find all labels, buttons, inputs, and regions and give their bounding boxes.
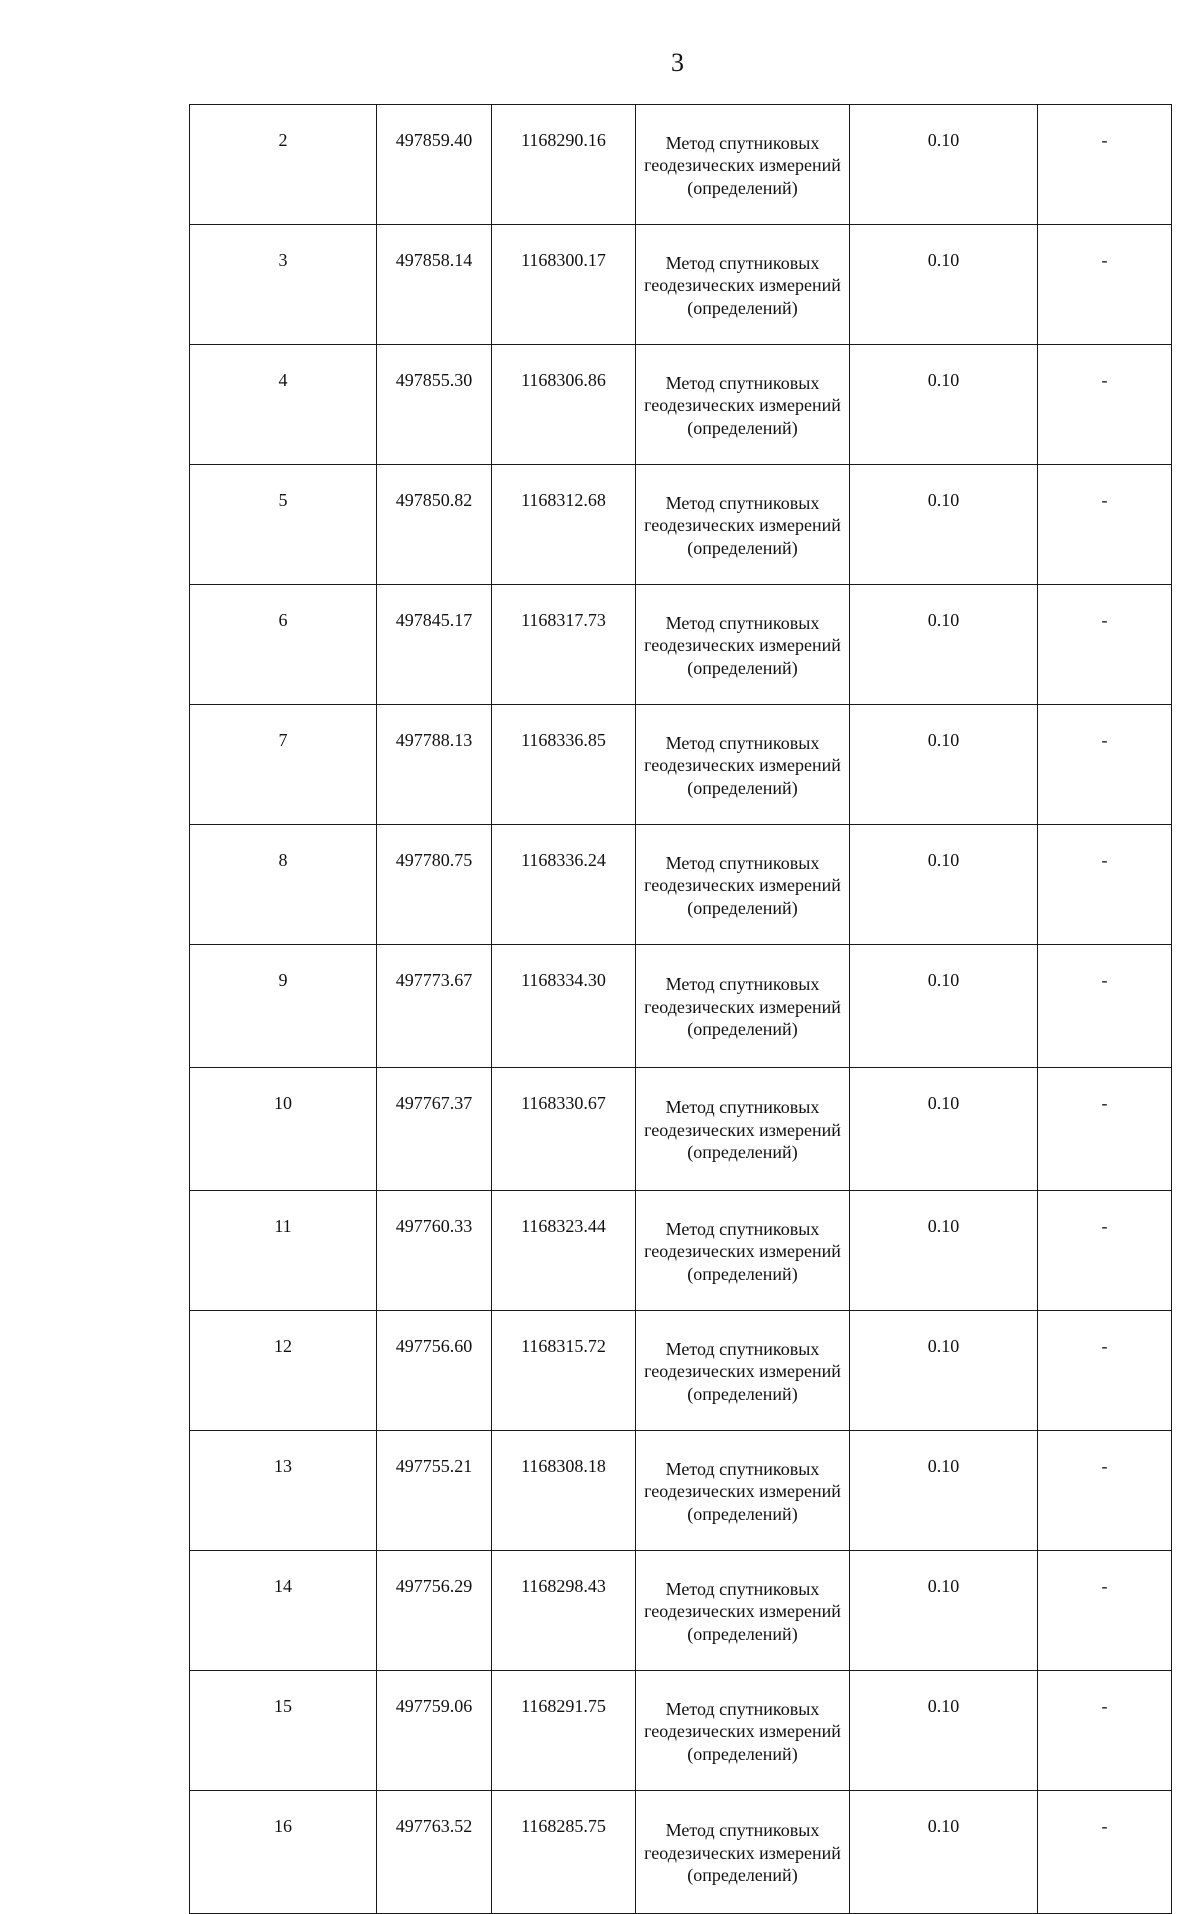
y-coordinate-cell: 1168334.30 bbox=[492, 945, 636, 1068]
table-row bbox=[190, 1551, 1172, 1671]
method-cell: Метод спутниковых геодезических измерений (определений) bbox=[636, 1431, 850, 1551]
accuracy-cell: 0.10 bbox=[850, 1068, 1038, 1191]
x-coordinate-cell: 497780.75 bbox=[377, 825, 492, 945]
description-cell: - bbox=[1038, 1068, 1172, 1191]
y-coordinate-cell: 1168315.72 bbox=[492, 1311, 636, 1431]
x-coordinate-cell: 497788.13 bbox=[377, 705, 492, 825]
accuracy-cell: 0.10 bbox=[850, 1791, 1038, 1914]
point-number-cell: 3 bbox=[190, 225, 377, 345]
x-coordinate-cell: 497756.60 bbox=[377, 1311, 492, 1431]
accuracy-cell: 0.10 bbox=[850, 1671, 1038, 1791]
y-coordinate-cell: 1168290.16 bbox=[492, 105, 636, 225]
accuracy-cell: 0.10 bbox=[850, 1191, 1038, 1311]
description-cell: - bbox=[1038, 1791, 1172, 1914]
point-number-cell: 9 bbox=[190, 945, 377, 1068]
point-number-cell: 4 bbox=[190, 345, 377, 465]
y-coordinate-cell: 1168300.17 bbox=[492, 225, 636, 345]
accuracy-cell: 0.10 bbox=[850, 105, 1038, 225]
description-cell: - bbox=[1038, 585, 1172, 705]
y-coordinate-cell: 1168330.67 bbox=[492, 1068, 636, 1191]
x-coordinate-cell: 497859.40 bbox=[377, 105, 492, 225]
table-row bbox=[190, 825, 1172, 945]
y-coordinate-cell: 1168323.44 bbox=[492, 1191, 636, 1311]
y-coordinate-cell: 1168291.75 bbox=[492, 1671, 636, 1791]
description-cell: - bbox=[1038, 705, 1172, 825]
point-number-cell: 6 bbox=[190, 585, 377, 705]
point-number-cell: 7 bbox=[190, 705, 377, 825]
x-coordinate-cell: 497767.37 bbox=[377, 1068, 492, 1191]
description-cell: - bbox=[1038, 225, 1172, 345]
accuracy-cell: 0.10 bbox=[850, 1431, 1038, 1551]
accuracy-cell: 0.10 bbox=[850, 1551, 1038, 1671]
table-row bbox=[190, 345, 1172, 465]
method-cell: Метод спутниковых геодезических измерений (определений) bbox=[636, 345, 850, 465]
accuracy-cell: 0.10 bbox=[850, 465, 1038, 585]
y-coordinate-cell: 1168308.18 bbox=[492, 1431, 636, 1551]
method-cell: Метод спутниковых геодезических измерений (определений) bbox=[636, 225, 850, 345]
y-coordinate-cell: 1168285.75 bbox=[492, 1791, 636, 1914]
accuracy-cell: 0.10 bbox=[850, 225, 1038, 345]
x-coordinate-cell: 497858.14 bbox=[377, 225, 492, 345]
accuracy-cell: 0.10 bbox=[850, 825, 1038, 945]
description-cell: - bbox=[1038, 105, 1172, 225]
method-cell: Метод спутниковых геодезических измерений (определений) bbox=[636, 1551, 850, 1671]
description-cell: - bbox=[1038, 1671, 1172, 1791]
coordinates-table-body bbox=[190, 105, 1172, 1914]
x-coordinate-cell: 497755.21 bbox=[377, 1431, 492, 1551]
method-cell: Метод спутниковых геодезических измерений (определений) bbox=[636, 105, 850, 225]
table-row bbox=[190, 225, 1172, 345]
point-number-cell: 14 bbox=[190, 1551, 377, 1671]
point-number-cell: 12 bbox=[190, 1311, 377, 1431]
table-row bbox=[190, 465, 1172, 585]
method-cell: Метод спутниковых геодезических измерений (определений) bbox=[636, 1311, 850, 1431]
x-coordinate-cell: 497760.33 bbox=[377, 1191, 492, 1311]
table-row bbox=[190, 105, 1172, 225]
description-cell: - bbox=[1038, 1191, 1172, 1311]
description-cell: - bbox=[1038, 345, 1172, 465]
method-cell: Метод спутниковых геодезических измерений (определений) bbox=[636, 825, 850, 945]
y-coordinate-cell: 1168306.86 bbox=[492, 345, 636, 465]
method-cell: Метод спутниковых геодезических измерений (определений) bbox=[636, 465, 850, 585]
method-cell: Метод спутниковых геодезических измерений (определений) bbox=[636, 1791, 850, 1914]
x-coordinate-cell: 497850.82 bbox=[377, 465, 492, 585]
point-number-cell: 5 bbox=[190, 465, 377, 585]
table-row bbox=[190, 1311, 1172, 1431]
x-coordinate-cell: 497773.67 bbox=[377, 945, 492, 1068]
table-row bbox=[190, 705, 1172, 825]
method-cell: Метод спутниковых геодезических измерений (определений) bbox=[636, 945, 850, 1068]
description-cell: - bbox=[1038, 1551, 1172, 1671]
description-cell: - bbox=[1038, 825, 1172, 945]
coordinates-table bbox=[189, 104, 1172, 1914]
x-coordinate-cell: 497845.17 bbox=[377, 585, 492, 705]
point-number-cell: 15 bbox=[190, 1671, 377, 1791]
y-coordinate-cell: 1168317.73 bbox=[492, 585, 636, 705]
method-cell: Метод спутниковых геодезических измерений (определений) bbox=[636, 1671, 850, 1791]
accuracy-cell: 0.10 bbox=[850, 705, 1038, 825]
description-cell: - bbox=[1038, 465, 1172, 585]
table-row bbox=[190, 1068, 1172, 1191]
point-number-cell: 16 bbox=[190, 1791, 377, 1914]
point-number-cell: 8 bbox=[190, 825, 377, 945]
accuracy-cell: 0.10 bbox=[850, 585, 1038, 705]
y-coordinate-cell: 1168312.68 bbox=[492, 465, 636, 585]
table-row bbox=[190, 585, 1172, 705]
accuracy-cell: 0.10 bbox=[850, 945, 1038, 1068]
page-number: 3 bbox=[671, 48, 684, 77]
table-row bbox=[190, 1671, 1172, 1791]
accuracy-cell: 0.10 bbox=[850, 345, 1038, 465]
method-cell: Метод спутниковых геодезических измерений (определений) bbox=[636, 1068, 850, 1191]
x-coordinate-cell: 497759.06 bbox=[377, 1671, 492, 1791]
y-coordinate-cell: 1168336.85 bbox=[492, 705, 636, 825]
method-cell: Метод спутниковых геодезических измерений (определений) bbox=[636, 585, 850, 705]
point-number-cell: 11 bbox=[190, 1191, 377, 1311]
description-cell: - bbox=[1038, 945, 1172, 1068]
x-coordinate-cell: 497855.30 bbox=[377, 345, 492, 465]
table-row bbox=[190, 945, 1172, 1068]
x-coordinate-cell: 497763.52 bbox=[377, 1791, 492, 1914]
point-number-cell: 13 bbox=[190, 1431, 377, 1551]
table-row bbox=[190, 1191, 1172, 1311]
point-number-cell: 10 bbox=[190, 1068, 377, 1191]
method-cell: Метод спутниковых геодезических измерений (определений) bbox=[636, 705, 850, 825]
y-coordinate-cell: 1168336.24 bbox=[492, 825, 636, 945]
y-coordinate-cell: 1168298.43 bbox=[492, 1551, 636, 1671]
method-cell: Метод спутниковых геодезических измерений (определений) bbox=[636, 1191, 850, 1311]
table-row bbox=[190, 1791, 1172, 1914]
table-row bbox=[190, 1431, 1172, 1551]
x-coordinate-cell: 497756.29 bbox=[377, 1551, 492, 1671]
accuracy-cell: 0.10 bbox=[850, 1311, 1038, 1431]
description-cell: - bbox=[1038, 1311, 1172, 1431]
description-cell: - bbox=[1038, 1431, 1172, 1551]
point-number-cell: 2 bbox=[190, 105, 377, 225]
